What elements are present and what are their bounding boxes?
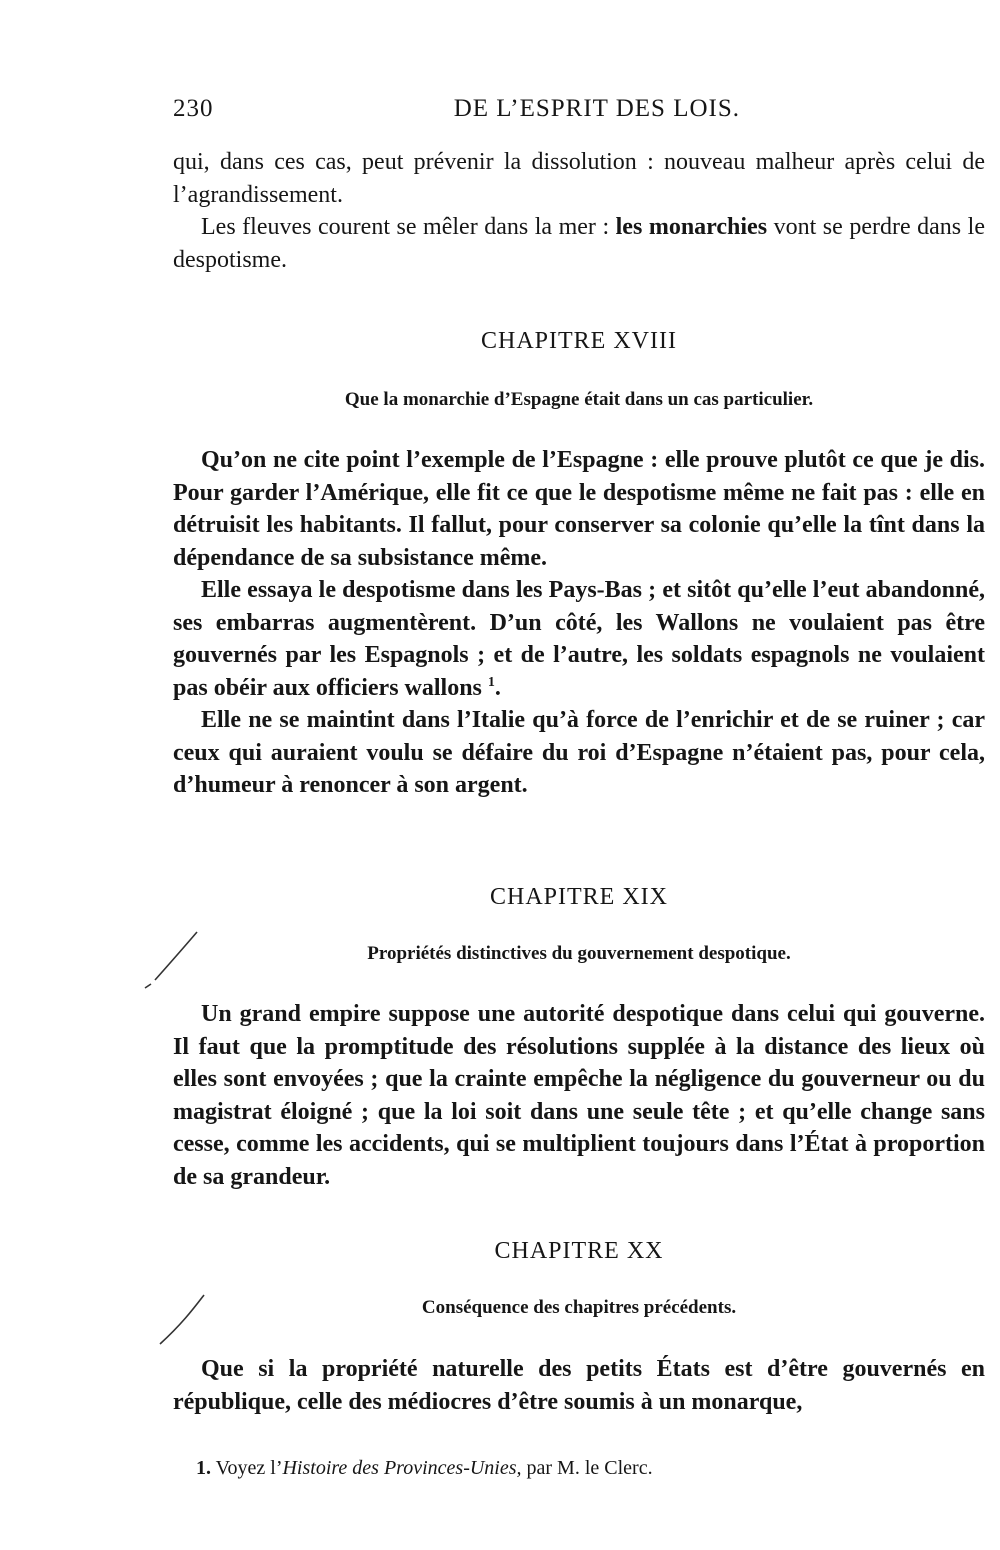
chapter-18-heading: CHAPITRE XVIII xyxy=(481,328,677,354)
chapter-18-subtitle: Que la monarchie d’Espagne était dans un cas particulier. xyxy=(344,389,814,410)
chapter-18-paragraph-2 xyxy=(173,574,985,704)
rivers-paragraph xyxy=(173,211,985,276)
pencil-mark-icon xyxy=(135,928,205,990)
chapter-20-paragraph-1: Que si la propriété naturelle des petits États est d’être gouvernés en république, celle des médiocres d’être soumis à un monarque, xyxy=(173,1356,985,1415)
footnote-text-start: Voyez l’ xyxy=(215,1457,283,1479)
page-header xyxy=(173,95,740,135)
footnote-number: 1. xyxy=(196,1457,211,1479)
chapter-20-heading: CHAPITRE XX xyxy=(494,1238,664,1264)
chapter-18-paragraph-3: Elle ne se maintint dans l’Italie qu’à force de l’enrichir et de se ruiner ; car ceux qui auraient voulu se défaire du roi d’Espagne n’étaient pas, pour cela, d’humeur à renoncer à son argent. xyxy=(173,707,985,798)
rivers-text-end: vont se perdre dans le despotisme. xyxy=(173,214,985,273)
footnote-reference: 1 xyxy=(487,674,495,690)
pencil-mark-icon xyxy=(152,1292,212,1350)
footnote xyxy=(196,1457,653,1480)
chapter-18-paragraph-2-end: . xyxy=(494,674,501,701)
chapter-19-heading: CHAPITRE XIX xyxy=(490,884,668,910)
footnote-text-end: par M. le Clerc. xyxy=(521,1457,653,1479)
opening-text xyxy=(173,146,985,276)
rivers-text-start: Les fleuves courent se mêler dans la mer : xyxy=(201,214,616,240)
chapter-19-paragraph-1: Un grand empire suppose une autorité despotique dans celui qui gouverne. Il faut que la promptitude des résolutions supplée à la distance des lieux où elles sont envoyées ; que la crainte empêche la négligence du gouverneur ou du magistrat éloigné ; que la loi soit dans une seule tête ; et qu’elle change sans cesse, comme les accidents, qui se multiplient toujours dans l’État à proportion de sa grandeur. xyxy=(173,1001,985,1190)
chapter-18-paragraph-1: Qu’on ne cite point l’exemple de l’Espagne : elle prouve plutôt ce que je dis. Pour garder l’Amérique, elle fit ce que le despotisme même ne fait pas : elle en détruisit les habitants. Il fallut, pour conserver sa colonie qu’elle la tînt dans la dépendance de sa subsistance même. xyxy=(173,447,985,571)
chapter-18-paragraph-2-text: Elle essaya le despotisme dans les Pays-Bas ; et sitôt qu’elle l’eut abandonné, ses embarras augmentèrent. D’un côté, les Wallons ne voulaient pas être gouvernés par les Espagnols ; et de l’autre, les soldats espagnols ne voulaient pas obéir aux officiers wallons xyxy=(173,577,985,701)
chapter-20-subtitle: Conséquence des chapitres précédents. xyxy=(421,1297,737,1318)
opening-line-2: après celui de l’agrandissement. xyxy=(173,149,985,208)
chapter-19-subtitle: Propriétés distinctives du gouvernement despotique. xyxy=(367,943,791,964)
opening-paragraph xyxy=(173,146,985,211)
footnote-book-title: Histoire des Provinces-Unies, xyxy=(282,1457,522,1479)
chapter-19-body xyxy=(173,998,985,1193)
opening-line-1: qui, dans ces cas, peut prévenir la dissolution : nouveau malheur xyxy=(173,149,835,175)
running-title: DE L’ESPRIT DES LOIS. xyxy=(453,95,740,122)
page-number: 230 xyxy=(173,95,214,122)
chapter-18-body xyxy=(173,444,985,802)
rivers-text-bold: les monarchies xyxy=(615,214,768,240)
chapter-20-body xyxy=(173,1353,985,1418)
